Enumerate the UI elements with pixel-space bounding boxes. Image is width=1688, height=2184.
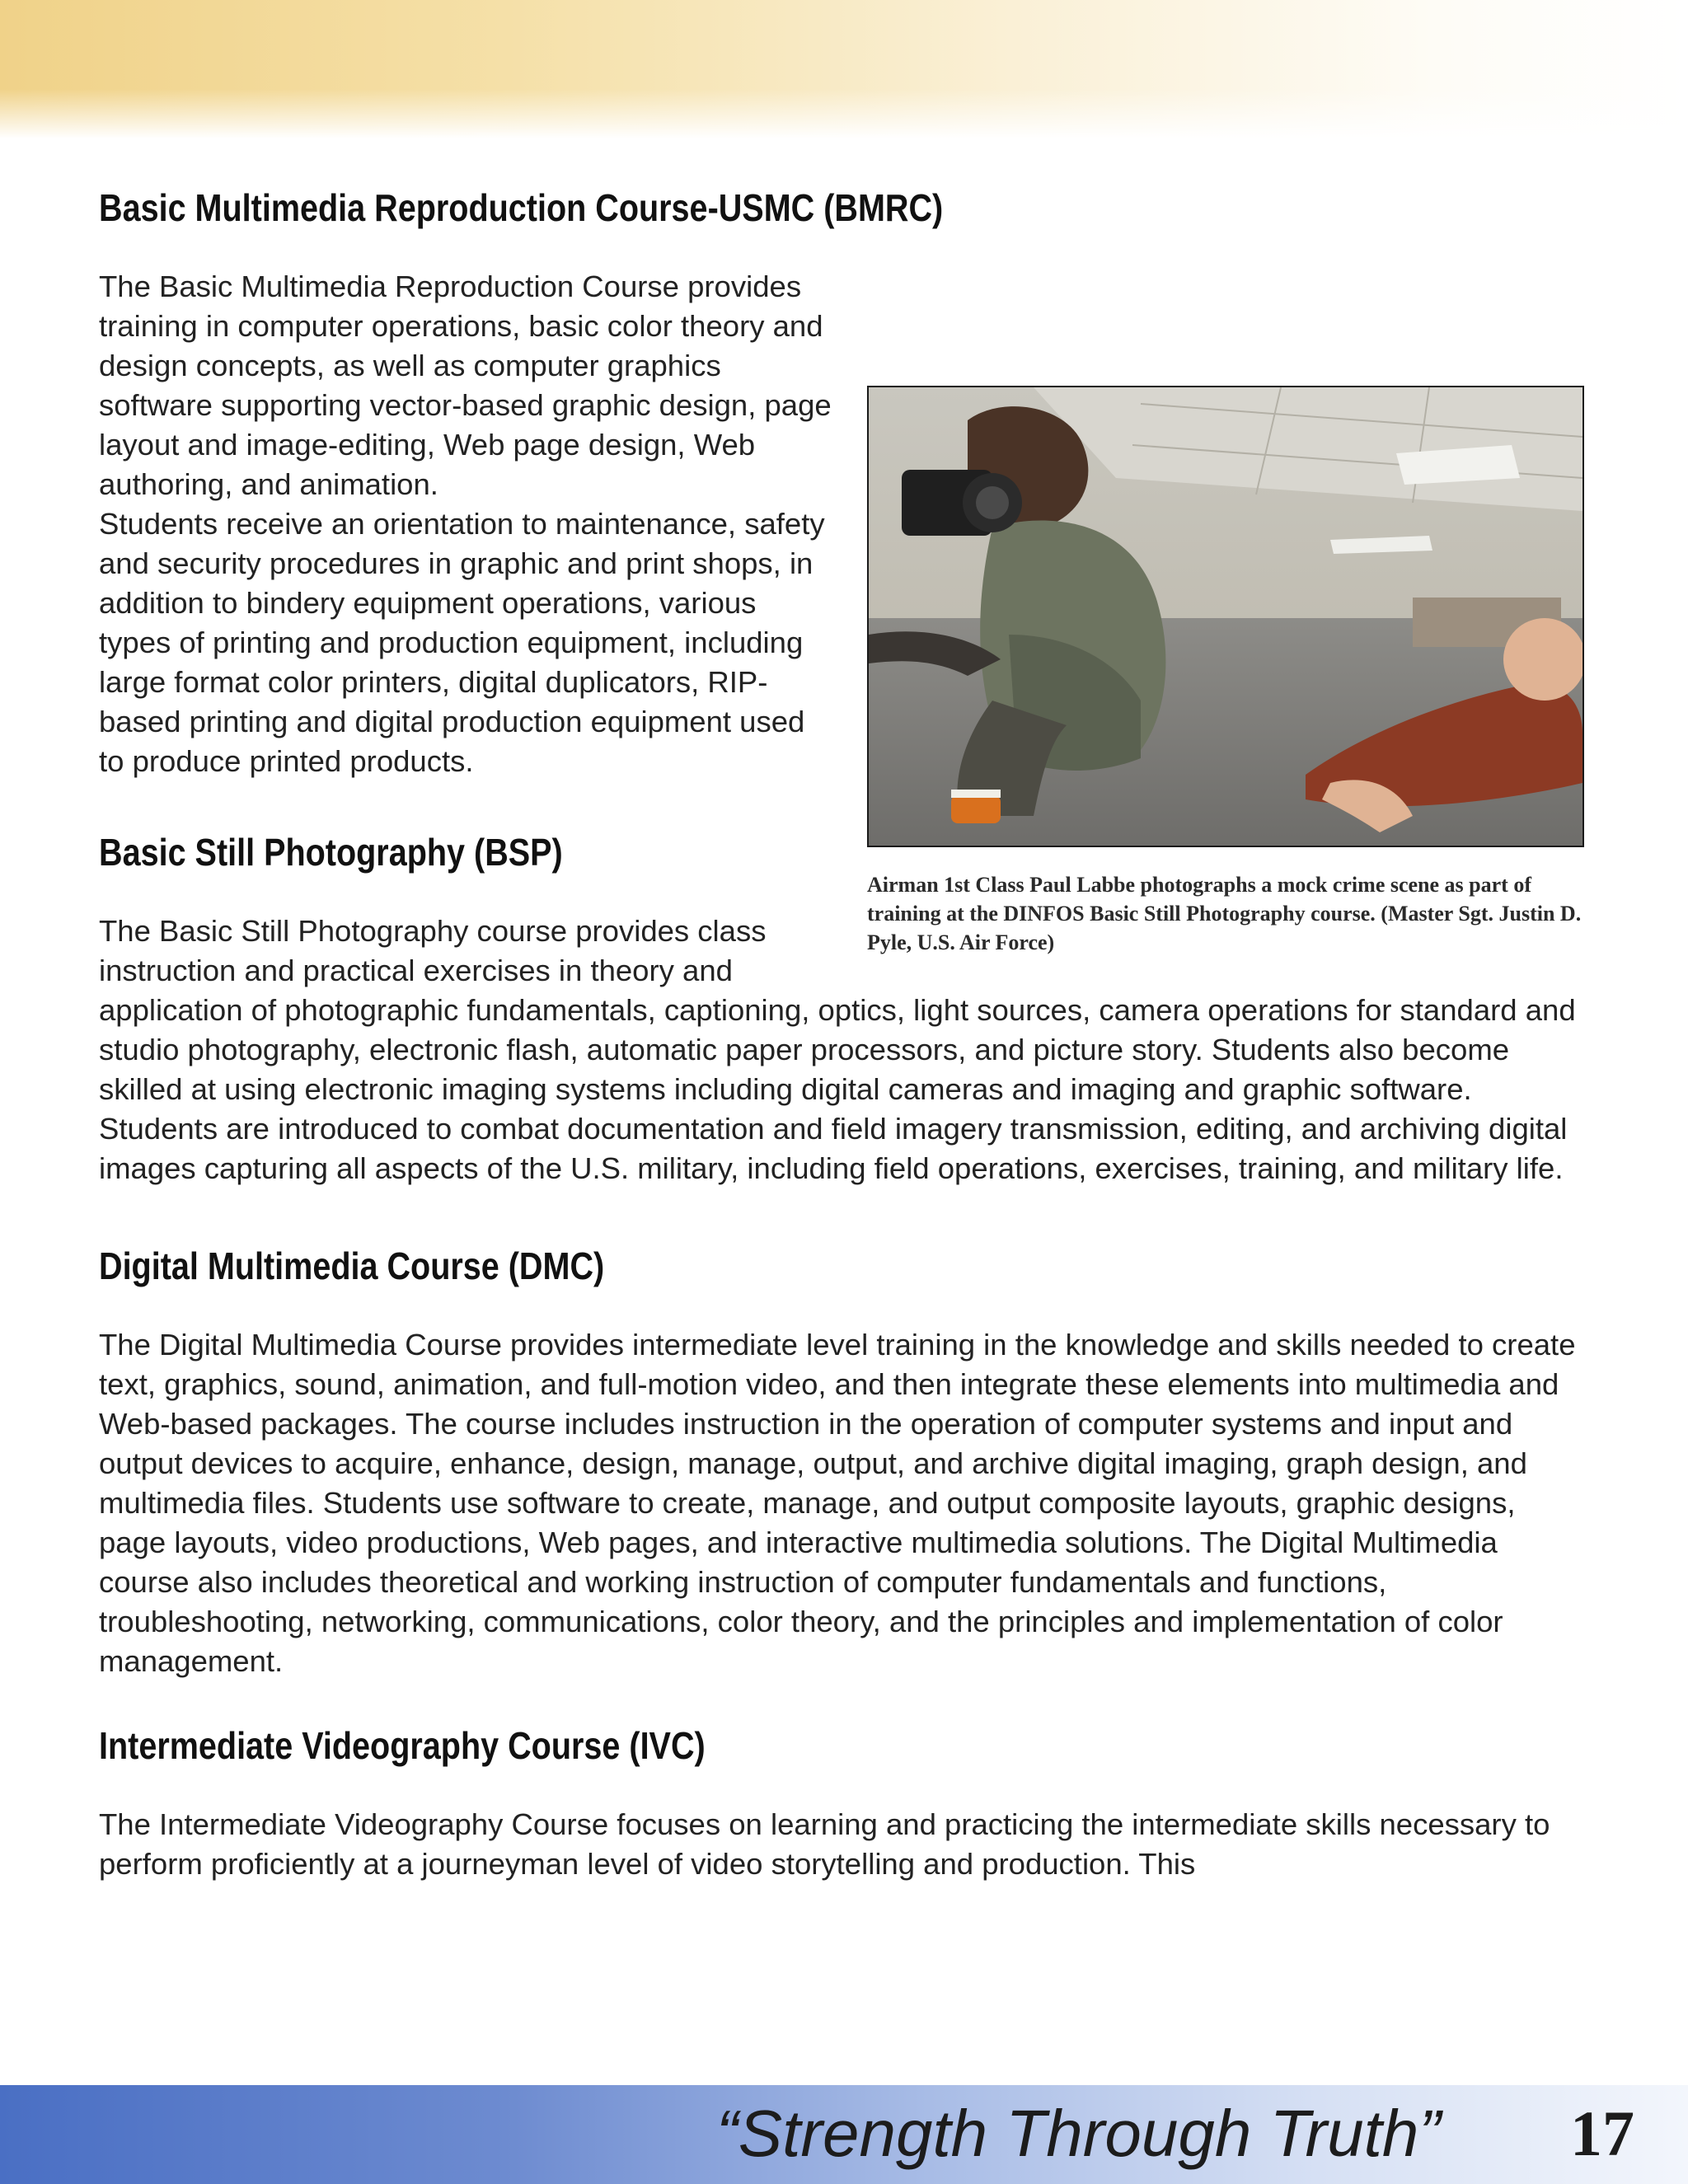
section-body-bsp: The Basic Still Photography course provides class instruction and practical exercises in theory and application of photographic fundamentals, captioning, optics, light sources, camera operations for standard and studio photography, electronic flash, automatic paper processors, and picture story. Students also become skilled at using electronic imaging systems including digital cameras and imaging and graphic software. Students are introduced to combat documentation and field imagery transmission, editing, and archiving digital images capturing all aspects of the U.S. military, including field operations, exercises, training, and military life. (99, 914, 1576, 1185)
page-content (99, 185, 1584, 1884)
section-heading-dmc: Digital Multimedia Course (DMC) (99, 1244, 605, 1287)
section-body-dmc: The Digital Multimedia Course provides intermediate level training in the knowledge and skills needed to create text, graphics, sound, animation, and full-motion video, and then integrate these elements into multimedia and Web-based packages. The course includes instruction in the operation of computer systems and input and output devices to acquire, enhance, design, manage, output, and archive digital imaging, graph design, and multimedia files. Students use software to create, manage, and output composite layouts, graphic designs, page layouts, video productions, Web pages, and interactive multimedia solutions. The Digital Multimedia course also includes theoretical and working instruction of computer fundamentals and functions, troubleshooting, networking, communications, color theory, and the principles and implementation of color management. (99, 1328, 1576, 1678)
photo-caption: Airman 1st Class Paul Labbe photographs a mock crime scene as part of training at the DINFOS Basic Still Photography course. (Master Sgt. Justin D. Pyle, U.S. Air Force) (867, 873, 1582, 954)
section-heading-bsp: Basic Still Photography (BSP) (99, 831, 563, 874)
page-number: 17 (1570, 2097, 1634, 2169)
section-heading-bmrc: Basic Multimedia Reproduction Course-USMC (BMRC) (99, 186, 944, 229)
training-photo (867, 386, 1584, 847)
photo-illustration (869, 387, 1582, 846)
section-body-bmrc-text: The Basic Multimedia Reproduction Course provides training in computer operations, basic color theory and design concepts, as well as computer graphics software supporting vector-based graphic design, page layout and image-editing, Web page design, Web authoring, and animation. Students receive an orientation to maintenance, safety and security procedures in graphic and print shops, in addition to bindery equipment operations, various types of printing and production equipment, including large format color printers, digital duplicators, RIP-based printing and digital production equipment used to produce printed products. (99, 269, 832, 778)
section-body-ivc: The Intermediate Videography Course focuses on learning and practicing the intermediate skills necessary to perform proficiently at a journeyman level of video storytelling and production. This (99, 1807, 1550, 1881)
header-gradient-band (0, 0, 1688, 138)
section-heading-ivc: Intermediate Videography Course (IVC) (99, 1724, 706, 1767)
footer-motto: “Strength Through Truth” (716, 2097, 1441, 2170)
